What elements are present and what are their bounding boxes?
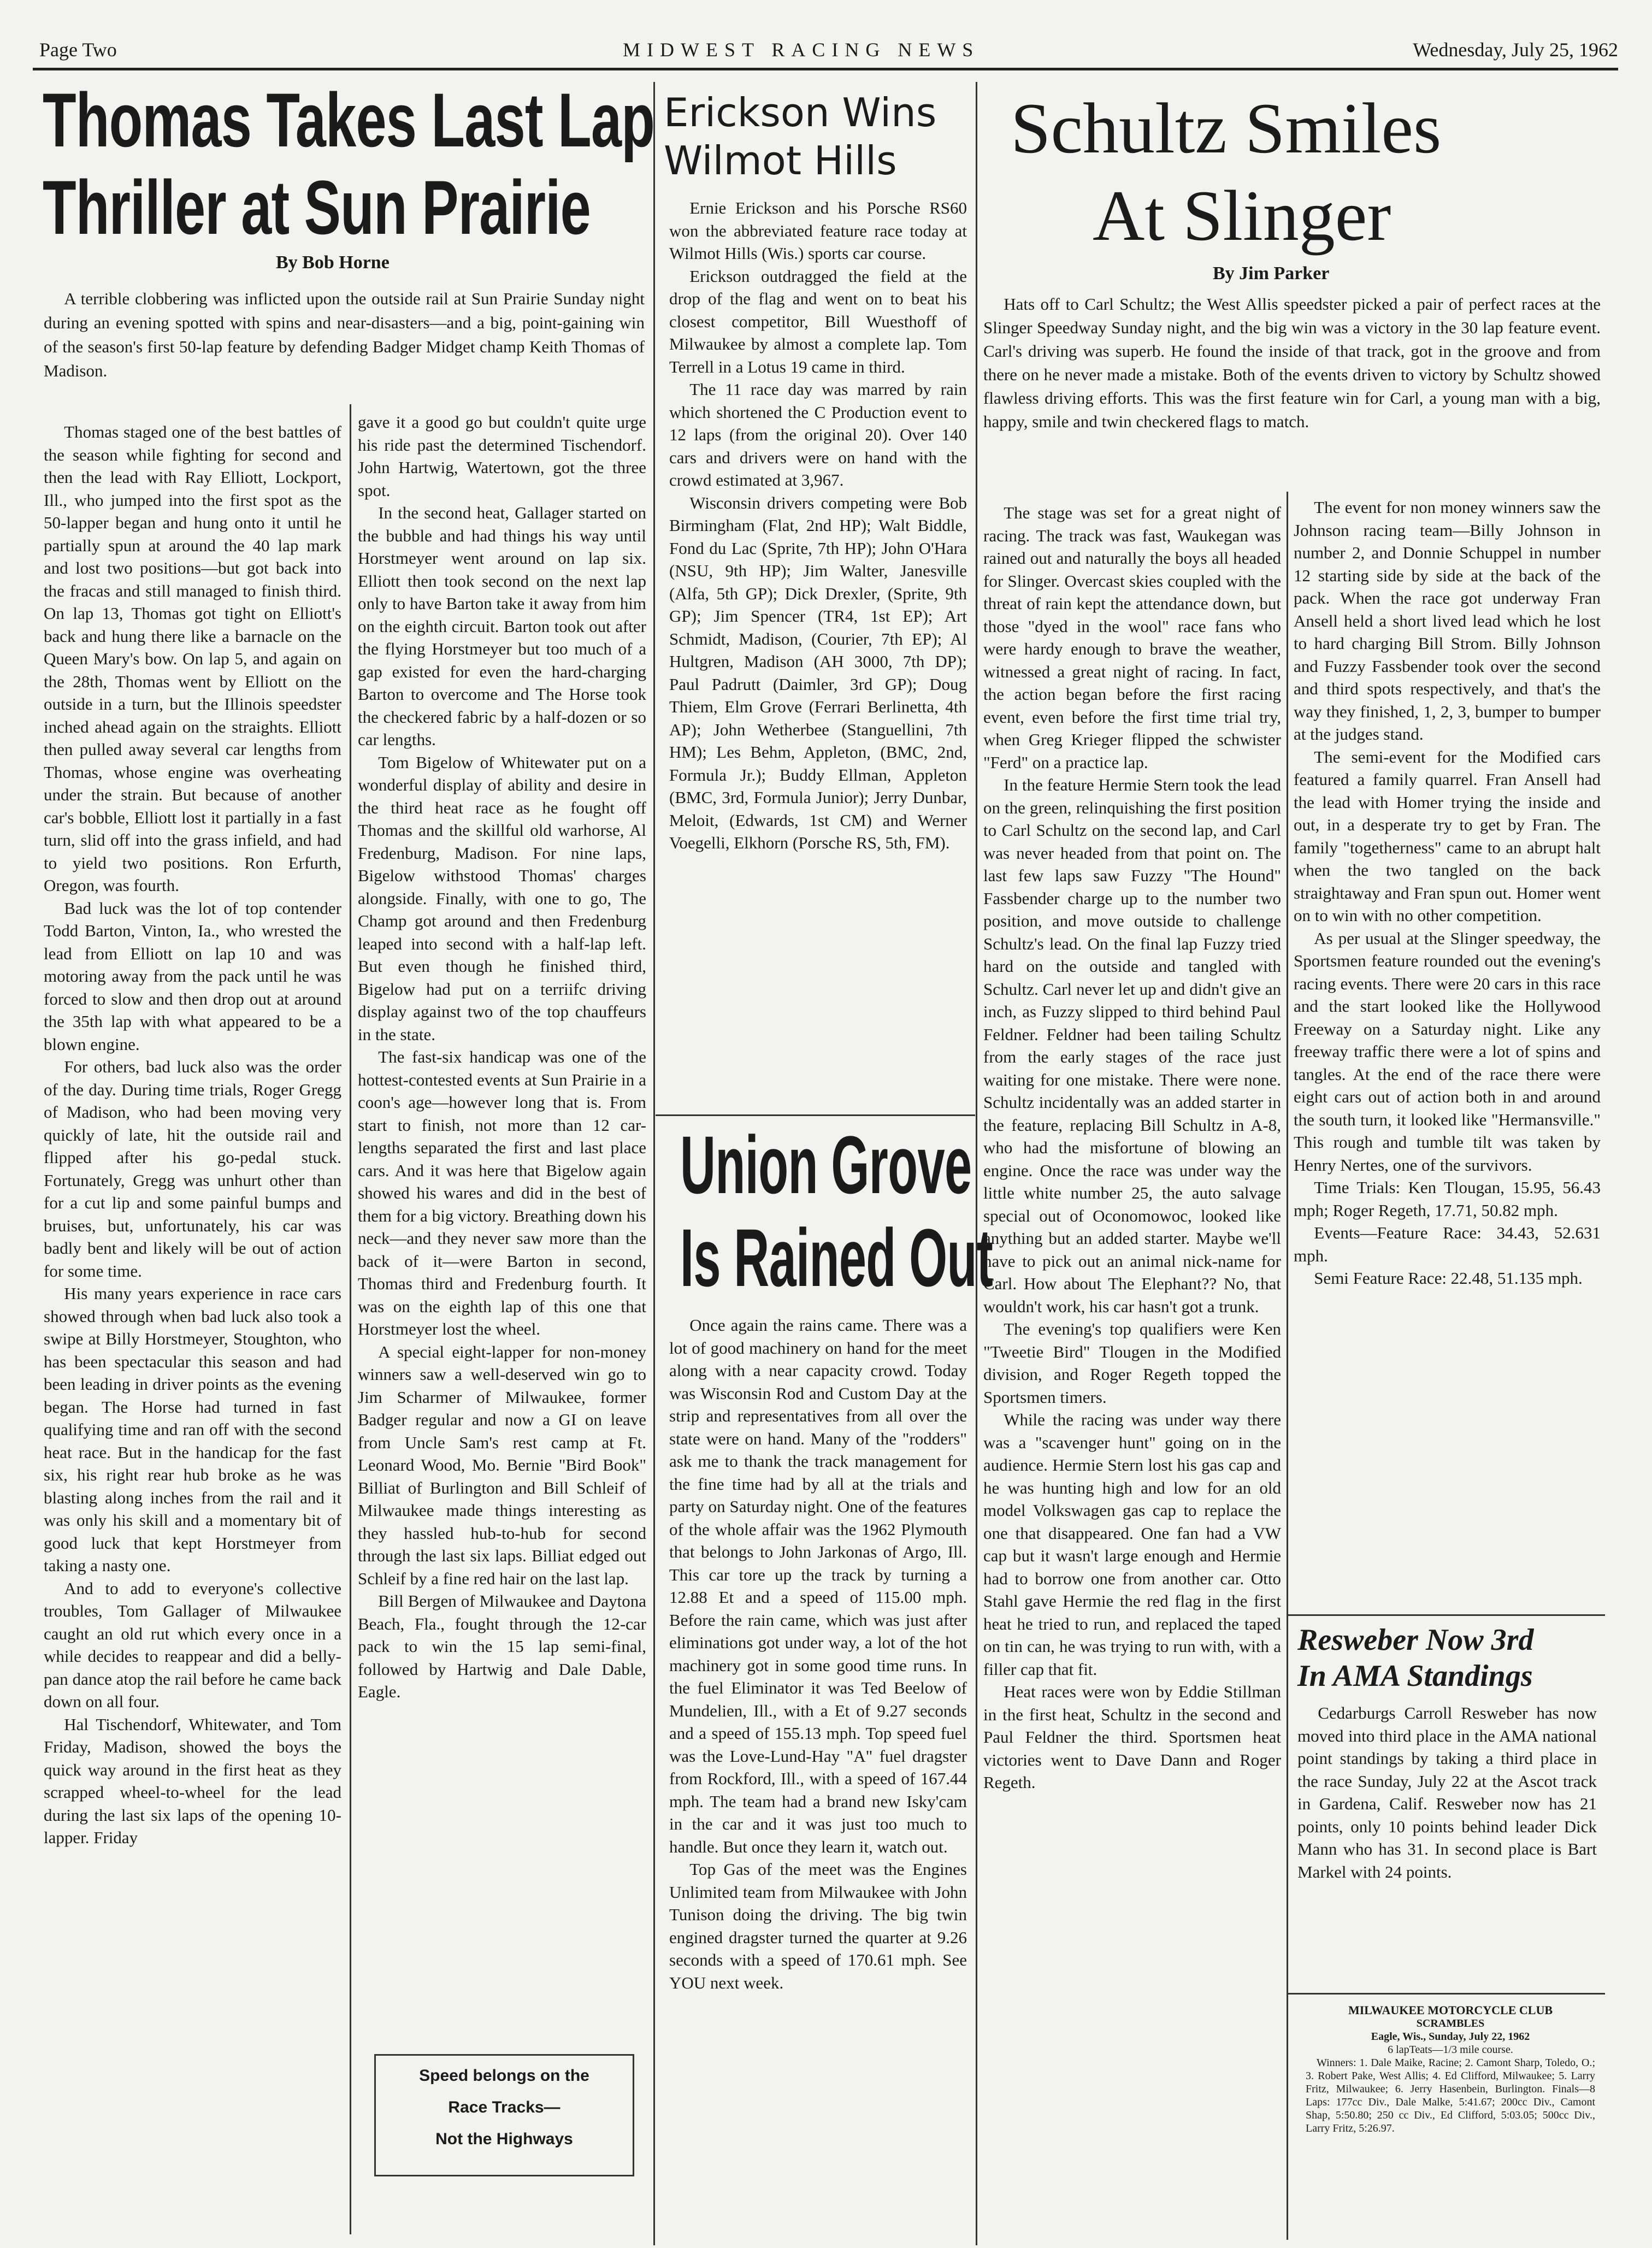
paragraph: The event for non money winners saw the Johnson racing team—Billy Johnson in number 2, and Donnie Schuppel in number 12 starting side by side at the back of the pack. When the race got underway Fran Ansell held a short lived lead which he lost to hard charging Bill Strom. Billy Johnson and Fuzzy Fassbender took over the second and third spots respectively, and that's the way they finished, 1, 2, 3, bumper to bumper at the judges stand.: [1294, 498, 1601, 744]
column-divider: [1287, 492, 1288, 2240]
headline-schultz-2: At Slinger: [1093, 175, 1391, 256]
paragraph: Cedarburgs Carroll Resweber has now moved into third place in the AMA national point standings by taking a third place in the race Sunday, July 22 at the Ascot track in Gardena, Calif. Resweber now has 21 points, only 10 points behind leader Dick Mann who has 31. In second place is Bart Markel with 24 points.: [1297, 1703, 1597, 1881]
paragraph: Once again the rains came. There was a lot of good machinery on hand for the meet along with a near capacity crowd. Today was Wisconsin Rod and Custom Day at the strip and representatives from all over the state were on hand. Many of the "rodders" ask me to thank the track management for the fine time had by all at the trials and party on Saturday night. One of the features of the whole affair was the 1962 Plymouth that belongs to John Jarkonas of Argo, Ill. This car tore up the track by turning a 12.88 Et and a speed of 115.00 mph. Before the rain came, which was just after eliminations got under way, a lot of the hot machinery got in some good time runs. In the fuel Eliminator it was Ted Beelow of Mundelien, Ill., with a Et of 9.27 seconds and a speed of 155.13 mph. Top speed fuel was the Love-Lund-Hay "A" fuel dragster from Rockford, Ill., with a speed of 167.44 mph. The team had a brand new Isky'cam in the car and it was just too much to handle. But once they learn it, watch out.: [669, 1315, 967, 1856]
paragraph: gave it a good go but couldn't quite urge his ride past the determined Tischendorf. John Hartwig, Watertown, got the three spot.: [358, 412, 646, 500]
paragraph: Top Gas of the meet was the Engines Unlimited team from Milwaukee with John Tunison doing the driving. The big twin engined dragster turned the quarter at 9.26 seconds with a speed of 170.61 mph. See YOU next week.: [669, 1860, 967, 1992]
slogan-line: Race Tracks—: [448, 2098, 560, 2116]
byline-schultz: By Jim Parker: [1213, 263, 1330, 284]
scrambles-date: Eagle, Wis., Sunday, July 22, 1962: [1371, 2031, 1530, 2043]
paragraph: The evening's top qualifiers were Ken "Tweetie Bird" Tlougen in the Modified division, and Roger Regeth topped the Sportsmen timers.: [983, 1319, 1281, 1407]
thomas-column-1: [44, 421, 341, 1849]
thomas-column-2: [358, 411, 646, 1703]
paragraph: Semi Feature Race: 22.48, 51.135 mph.: [1314, 1268, 1583, 1288]
slogan-line: Not the Highways: [435, 2130, 573, 2148]
scrambles-body: Winners: 1. Dale Maike, Racine; 2. Camont Sharp, Toledo, O.; 3. Robert Pake, West Allis; 4. Ed Clifford, Milwaukee; 5. Larry Fritz, Milwaukee; 6. Jerry Hasenbein, Burlington. Finals—8 Laps: 177cc Div., Dale Malke, 5:41.67; 200cc Div., Camont Shap, 5:50.80; 250 cc Div., Ed Clifford, 5:03.05; 500cc Div., Larry Fritz, 5:26.97.: [1306, 2057, 1595, 2134]
erickson-story: [669, 197, 967, 854]
paragraph: Heat races were won by Eddie Stillman in the first heat, Schultz in the second and Paul Feldner the third. Sportsmen heat victories went to Dave Dann and Roger Regeth.: [983, 1682, 1281, 1792]
scrambles-subtitle: SCRAMBLES: [1416, 2017, 1485, 2029]
byline-thomas: By Bob Horne: [276, 252, 390, 273]
section-rule: [1288, 1614, 1605, 1616]
paragraph: While the racing was under way there was a "scavenger hunt" going on in the audience. Hermie Stern lost his gas cap and he was hunting high and low for an old model Volkswagen gas cap to replace the one that disappeared. One fan had a VW cap but it wasn't large enough and Hermie had to borrow one from another car. Otto Stahl gave Hermie the red flag in the first heat he tried to run, and replaced the taped on tin can, he was trying to run with, with a filler cap that fit.: [983, 1410, 1281, 1679]
masthead-rule: [33, 68, 1618, 70]
paper-name: MIDWEST RACING NEWS: [623, 39, 980, 61]
paragraph: Bill Bergen of Milwaukee and Daytona Beach, Fla., fought through the 12-car pack to win the 15 lap semi-final, followed by Hartwig and Dale Dable, Eagle.: [358, 1591, 646, 1701]
union-story: [669, 1314, 967, 1994]
headline-union-2: Is Rained Out: [680, 1212, 993, 1303]
slogan-line: Speed belongs on the: [419, 2067, 589, 2085]
section-rule: [1288, 1993, 1605, 1995]
headline-erickson-1: Erickson Wins: [664, 90, 937, 135]
page-number: Page Two: [39, 39, 117, 61]
thomas-lead: [44, 287, 645, 383]
headline-union-1: Union Grove: [680, 1119, 972, 1211]
headline-schultz-1: Schultz Smiles: [1011, 88, 1442, 168]
paragraph: A special eight-lapper for non-money winners saw a well-deserved win go to Jim Scharmer of Milwaukee, former Badger regular and now a GI on leave from Uncle Sam's rest camp at Ft. Leonard Wood, Mo. Bernie "Bird Book" Billiat of Burlington and Bill Schleif of Milwaukee made things interesting as they hassled hub-to-hub for second through the last six laps. Billiat edged out Schleif by a fine red hair on the last lap.: [358, 1342, 646, 1588]
scrambles-results: [1306, 2004, 1595, 2135]
safety-slogan-box: [374, 2054, 634, 2176]
paragraph: The 11 race day was marred by rain which shortened the C Production event to 12 laps (from the original 20). Over 140 cars and drivers were on hand with the crowd estimated at 3,967.: [669, 380, 967, 489]
schultz-lead: [983, 292, 1601, 433]
scrambles-title: MILWAUKEE MOTORCYCLE CLUB: [1348, 2003, 1553, 2017]
paragraph: The semi-event for the Modified cars featured a family quarrel. Fran Ansell had the lead with Homer trying the inside and out, in a desperate try to get by Fran. The family "togetherness" came to an abrupt halt when the two tangled on the back straightaway and Fran spun out. Homer went on to win with no other competition.: [1294, 747, 1601, 925]
column-divider: [976, 82, 977, 2245]
paragraph: Tom Bigelow of Whitewater put on a wonderful display of ability and desire in the third heat race as he fought off Thomas and the skillful old warhorse, Al Fredenburg, Madison. For nine laps, Bigelow withstood Thomas' charges alongside. Finally, with one to go, The Champ got around and then Fredenburg leaped into second with a half-lap left. But even though he finished third, Bigelow had put on a terriifc driving display against two of the top chauffeurs in the state.: [358, 752, 646, 1044]
paragraph: In the feature Hermie Stern took the lead on the green, relinquishing the first position to Carl Schultz on the second lap, and Carl was never headed from that point on. The last few laps saw Fuzzy "The Hound" Fassbender charge up to the number two position, and move outside to challenge Schultz's lead. On the final lap Fuzzy tried hard on the outside and tangled with Schultz. Carl never let up and didn't give an inch, as Fuzzy slipped to third behind Paul Feldner. Feldner had been tailing Schultz from the early stages of the race just waiting for one mistake. There were none. Schultz incidentally was an added starter in the feature, replacing Bill Schultz in A-8, who had the misfortune of blowing an engine. Once the race was under way the little white number 25, the auto salvage special out of Oconomowoc, looked like anything but an added starter. Maybe we'll have to pick out an animal nick-name for Carl. How about The Elephant?? No, that wouldn't work, his car hasn't got a trunk.: [983, 775, 1281, 1316]
paragraph: Erickson outdragged the field at the drop of the flag and went on to beat his closest competitor, Bill Wuesthoff of Milwaukee by almost a complete lap. Tom Terrell in a Lotus 19 came in third.: [669, 266, 967, 376]
paragraph: Events—Feature Race: 34.43, 52.631 mph.: [1294, 1223, 1601, 1265]
schultz-lead-paragraph: Hats off to Carl Schultz; the West Allis speedster picked a pair of perfect races at the Slinger Speedway Sunday night, and the big win was a victory in the 30 lap feature event. Carl's driving was superb. He found the inside of that track, got in the groove and from there on he never made a mistake. Both of the events driven to victory by Schultz showed flawless driving efforts. This was the first feature win for Carl, a young man with a big, happy, smile and twin checkered flags to match.: [983, 294, 1601, 431]
resweber-story: [1297, 1702, 1597, 1883]
paragraph: Time Trials: Ken Tlougan, 15.95, 56.43 mph; Roger Regeth, 17.71, 50.82 mph.: [1294, 1178, 1601, 1220]
paragraph: And to add to everyone's collective troubles, Tom Gallager of Milwaukee caught an old rut which every once in a while decides to reappear and did a belly-pan dance atop the rail before he came back down on all four.: [44, 1578, 341, 1711]
paragraph: As per usual at the Slinger speedway, the Sportsmen feature rounded out the evening's racing events. There were 20 cars in this race and the start looked like the Hollywood Freeway on a Saturday night. Like any freeway traffic there were a lot of spins and tangles. At the end of the race there were eight cars out of action both in and around the south turn, it looked like "Hermansville." This rough and tumble tilt was taken by Henry Nertes, one of the survivors.: [1294, 928, 1601, 1175]
column-divider: [653, 82, 655, 2245]
paragraph: In the second heat, Gallager started on the bubble and had things his way until Horstmeyer went around on lap six. Elliott then took second on the next lap only to have Barton take it away from him on the eighth circuit. Barton took out after the flying Horstmeyer but too much of a gap existed for even the hard-charging Barton to overcome and The Horse took the checkered fabric by a half-dozen or so car lengths.: [358, 503, 646, 749]
paragraph: Bad luck was the lot of top contender Todd Barton, Vinton, Ia., who wrested the lead from Elliott on lap 10 and was motoring away from the pack until he was forced to slow and then drop out at around the 35th lap with what appeared to be a blown engine.: [44, 898, 341, 1054]
paragraph: For others, bad luck also was the order of the day. During time trials, Roger Gregg of Madison, who had been moving very quickly of late, hit the outside rail and flipped after his go-pedal stuck. Fortunately, Gregg was unhurt other than for a cut lip and some painful bumps and bruises, but, unfortunately, his car was badly bent and likely will be out of action for some time.: [44, 1057, 341, 1281]
paragraph: Hal Tischendorf, Whitewater, and Tom Friday, Madison, showed the boys the quick way around in the first heat as they scrapped wheel-to-wheel for the lead during the last six laps of the opening 10-lapper. Friday: [44, 1714, 341, 1847]
thomas-lead-paragraph: A terrible clobbering was inflicted upon the outside rail at Sun Prairie Sunday night during an evening spotted with spins and near-disasters—and a big, point-gaining win of the season's first 50-lap feature by defending Badger Midget champ Keith Thomas of Madison.: [44, 289, 645, 380]
headline-resweber-1: Resweber Now 3rd: [1297, 1623, 1534, 1657]
headline-thomas-1: Thomas Takes Last Lap: [43, 77, 655, 163]
section-rule: [656, 1114, 975, 1116]
headline-resweber-2: In AMA Standings: [1297, 1659, 1533, 1693]
headline-erickson-2: Wilmot Hills: [664, 138, 897, 184]
paragraph: His many years experience in race cars showed through when bad luck also took a swipe at Billy Horstmeyer, Stoughton, who has been spectacular this season and had been leading in driver points as the evening began. The Horse had turned in fast qualifying time and ran off with the second heat race. But in the handicap for the fast six, his right rear hub broke as he was blasting along inches from the rail and it was only his skill and a momentary bit of good luck that kept Horstmeyer from taking a nasty one.: [44, 1284, 341, 1575]
issue-date: Wednesday, July 25, 1962: [1413, 39, 1618, 61]
paragraph: The stage was set for a great night of racing. The track was fast, Waukegan was rained out and naturally the boys all headed for Slinger. Overcast skies coupled with the threat of rain kept the attendance down, but those "dyed in the wool" race fans who were hardy enough to brave the weather, witnessed a great night of racing. In fact, the action began before the first racing event, even before the first time trial try, when Greg Krieger flipped the schwister "Ferd" on a practice lap.: [983, 503, 1281, 772]
paragraph: Ernie Erickson and his Porsche RS60 won the abbreviated feature race today at Wilmot Hills (Wis.) sports car course.: [669, 198, 967, 263]
column-divider: [350, 404, 351, 2234]
paragraph: The fast-six handicap was one of the hottest-contested events at Sun Prairie in a coon's age—however long that is. From start to finish, not more than 12 car-lengths separated the first and last place cars. And it was here that Bigelow again showed his wares and did in the best of them for a big victory. Breathing down his neck—and they never saw more than the back of it—were Barton in second, Thomas third and Fredenburg fourth. It was on the eighth lap of this one that Horstmeyer lost the wheel.: [358, 1047, 646, 1338]
paragraph: Thomas staged one of the best battles of the season while fighting for second and then the lead with Ray Elliott, Lockport, Ill., who jumped into the first spot as the 50-lapper began and hung onto it until he partially spun at around the 40 lap mark and lost two positions—but got back into the fracas and still managed to finish third. On lap 13, Thomas got tight on Elliott's back and hung there like a barnacle on the Queen Mary's bow. On lap 5, and again on the 28th, Thomas went by Elliott on the outside in a turn, but the Illinois speedster inched ahead again on the straights. Elliott then pulled away several car lengths from Thomas, whose engine was overheating under the strain. But because of another car's bobble, Elliott lost it partially in a fast turn, slid off into the grass infield, and had to yield two positions. Ron Erfurth, Oregon, was fourth.: [44, 422, 341, 895]
scrambles-format: 6 lapTeats—1/3 mile course.: [1388, 2044, 1513, 2056]
paragraph: Wisconsin drivers competing were Bob Birmingham (Flat, 2nd HP); Walt Biddle, Fond du Lac (Sprite, 7th HP); John O'Hara (NSU, 9th HP); Jim Walter, Janesville (Alfa, 5th GP); Dick Drexler, (Sprite, 9th GP); Jim Spencer (TR4, 1st EP); Art Schmidt, Madison, (Courier, 7th EP); Al Hultgren, Madison (AH 3000, 7th DP); Paul Padrutt (Daimler, 3rd GP); Doug Thiem, Elm Grove (Ferrari Berlinetta, 4th AP); John Wetherbee (Stanguellini, 7th HM); Les Behm, Appleton, (BMC, 2nd, Formula Jr.); Buddy Ellman, Appleton (BMC, 3rd, Formula Junior); Jerry Dunbar, Meloit, (Edwards, 1st CM) and Werner Voegelli, Elkhorn (Porsche RS, 5th, FM).: [669, 493, 967, 852]
schultz-column-2: [1294, 496, 1601, 1290]
schultz-column-1: [983, 501, 1281, 1794]
headline-thomas-2: Thriller at Sun Prairie: [43, 164, 591, 250]
